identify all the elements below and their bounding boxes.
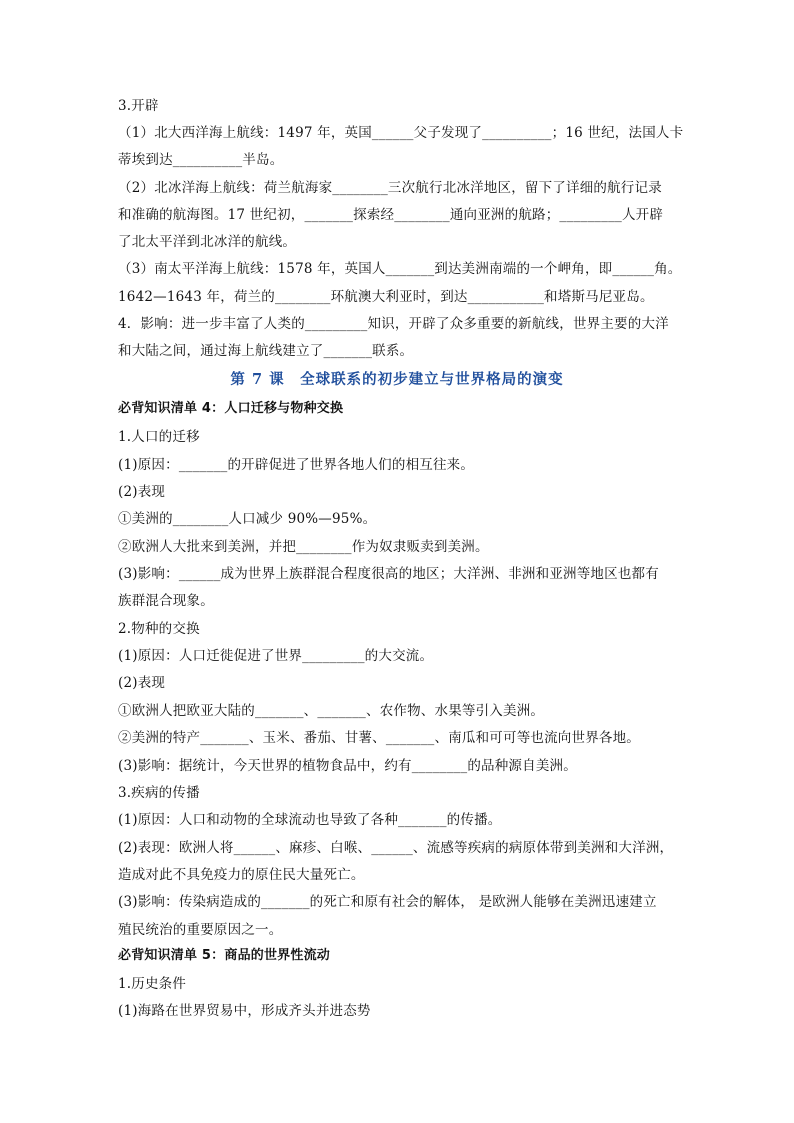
paragraph-line: 和大陆之间，通过海上航线建立了_______联系。 <box>118 343 414 359</box>
paragraph-line: 造成对此不具免疫力的原住民大量死亡。 <box>118 867 365 883</box>
paragraph-line: ①欧洲人把欧亚大陆的_______、_______、农作物、水果等引入美洲。 <box>118 703 545 719</box>
paragraph-line: (3)影响：据统计，今天世界的植物食品中，约有________的品种源自美洲。 <box>118 758 577 774</box>
section-heading-opening: 3.开辟 <box>118 98 159 114</box>
paragraph-line: 1.人口的迁移 <box>118 429 200 445</box>
paragraph-line: （1）北大西洋海上航线：1497 年，英国______父子发现了__________；16 世纪，法国人卡 <box>118 125 684 141</box>
paragraph-line: 3.疾病的传播 <box>118 785 200 801</box>
paragraph-line: (2)表现 <box>118 675 166 691</box>
paragraph-line: (3)影响：传染病造成的_______的死亡和原有社会的解体， 是欧洲人能够在美洲迅速建立 <box>118 894 657 910</box>
lesson-title: 第 7 课 全球联系的初步建立与世界格局的演变 <box>230 371 564 388</box>
paragraph-line: ②美洲的特产_______、玉米、番茄、甘薯、_______、南瓜和可可等也流向世界各地。 <box>118 730 640 746</box>
paragraph-line: 1.历史条件 <box>118 976 187 992</box>
paragraph-line: ②欧洲人大批来到美洲，并把________作为奴隶贩卖到美洲。 <box>118 539 489 555</box>
paragraph-line: （3）南太平洋海上航线：1578 年，英国人_______到达美洲南端的一个岬角，即______角。 <box>118 261 682 277</box>
paragraph-line: ①美洲的________人口减少 90%—95%。 <box>118 511 377 527</box>
paragraph-line: 殖民统治的重要原因之一。 <box>118 922 283 938</box>
paragraph-line: 蒂埃到达__________半岛。 <box>118 152 284 168</box>
paragraph-line: (1)原因：_______的开辟促进了世界各地人们的相互往来。 <box>118 457 475 473</box>
paragraph-line: (2)表现 <box>118 484 166 500</box>
paragraph-line: (3)影响：______成为世界上族群混合程度很高的地区；大洋洲、非洲和亚洲等地区也都有 <box>118 566 659 582</box>
paragraph-line: (1)海路在世界贸易中，形成齐头并进态势 <box>118 1003 371 1019</box>
paragraph-line: (1)原因：人口迁徙促进了世界_________的大交流。 <box>118 648 434 664</box>
paragraph-line: (2)表现：欧洲人将______、麻疹、白喉、______、流感等疾病的病原体带到美洲和大洋洲， <box>118 840 674 856</box>
paragraph-line: 1642—1643 年，荷兰的________环航澳大利亚时，到达___________和塔斯马尼亚岛。 <box>118 289 654 305</box>
paragraph-line: 和准确的航海图。17 世纪初，_______探索经________通向亚洲的航路；_________人开辟 <box>118 207 664 223</box>
paragraph-line: 族群混合现象。 <box>118 593 214 609</box>
paragraph-line: 了北太平洋到北冰洋的航线。 <box>118 234 297 250</box>
paragraph-line: (1)原因：人口和动物的全球流动也导致了各种_______的传播。 <box>118 812 502 828</box>
paragraph-line: 4．影响：进一步丰富了人类的_________知识，开辟了众多重要的新航线，世界主要的大洋 <box>118 316 669 332</box>
knowledge-list-heading: 必背知识清单 4：人口迁移与物种交换 <box>118 401 344 416</box>
paragraph-line: （2）北冰洋海上航线：荷兰航海家________三次航行北冰洋地区，留下了详细的航行记录 <box>118 180 662 196</box>
paragraph-line: 2.物种的交换 <box>118 621 200 637</box>
knowledge-list-heading: 必背知识清单 5：商品的世界性流动 <box>118 948 330 963</box>
